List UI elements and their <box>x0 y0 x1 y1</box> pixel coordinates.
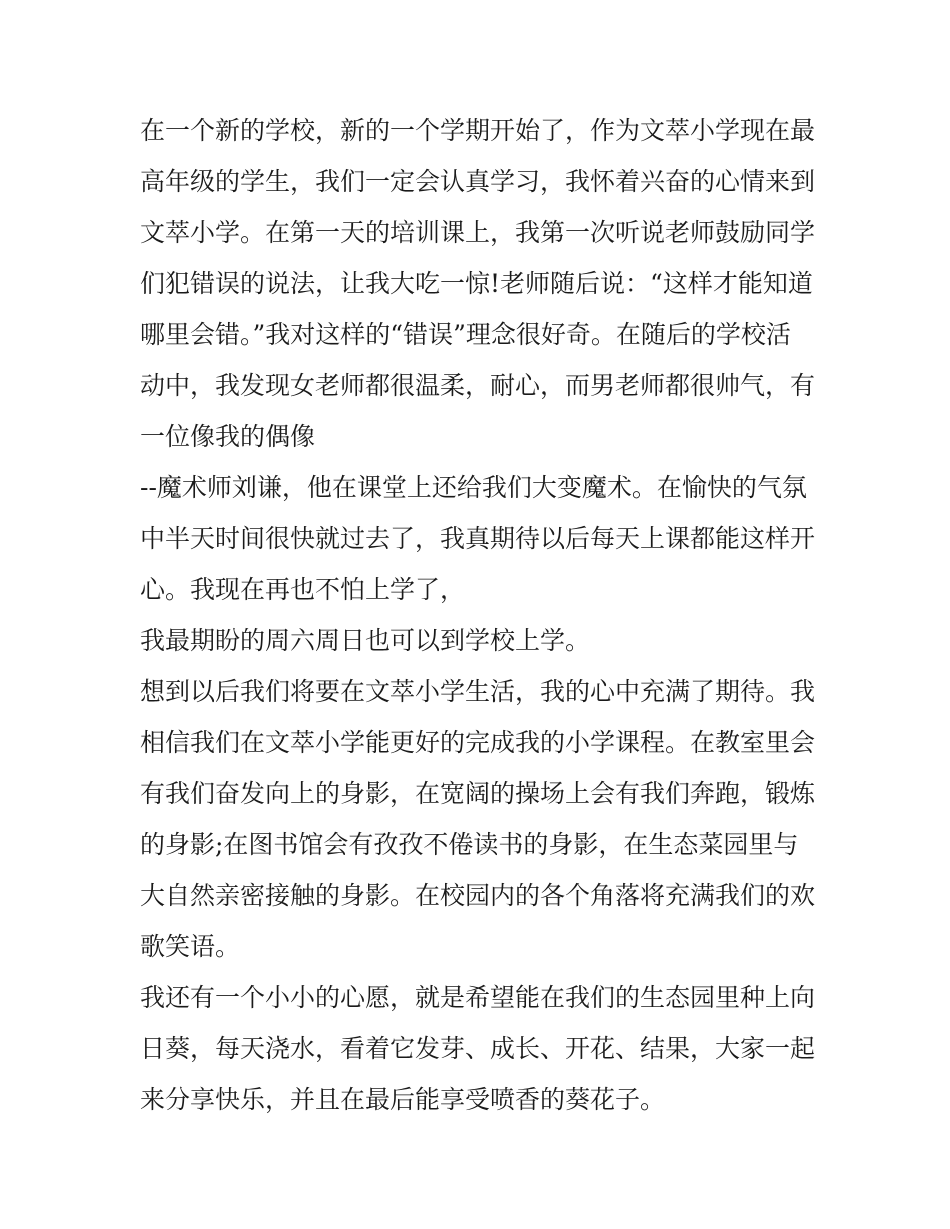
text-line: 心。我现在再也不怕上学了， <box>140 575 466 604</box>
text-line: 的身影;在图书馆会有孜孜不倦读书的身影，在生态菜园里与 <box>140 830 799 859</box>
text-line: 我最期盼的周六周日也可以到学校上学。 <box>140 626 591 655</box>
text-line: 相信我们在文萃小学能更好的完成我的小学课程。在教室里会 <box>140 728 816 757</box>
text-line: 歌笑语。 <box>140 932 241 961</box>
text-line: 动中，我发现女老师都很温柔，耐心，而男老师都很帅气，有 <box>140 371 816 400</box>
text-line: 中半天时间很快就过去了，我真期待以后每天上课都能这样开 <box>140 524 816 553</box>
text-line: 大自然亲密接触的身影。在校园内的各个角落将充满我们的欢 <box>140 881 816 910</box>
text-line: 来分享快乐，并且在最后能享受喷香的葵花子。 <box>140 1085 666 1114</box>
text-line: 哪里会错。”我对这样的“错误”理念很好奇。在随后的学校活 <box>140 320 791 349</box>
text-line: --魔术师刘谦，他在课堂上还给我们大变魔术。在愉快的气氛 <box>140 473 807 502</box>
text-line: 一位像我的偶像 <box>140 422 316 451</box>
text-line: 在一个新的学校，新的一个学期开始了，作为文萃小学现在最 <box>140 116 816 145</box>
essay-text <box>140 105 820 1125</box>
text-line: 文萃小学。在第一天的培训课上，我第一次听说老师鼓励同学 <box>140 218 816 247</box>
text-line: 高年级的学生，我们一定会认真学习，我怀着兴奋的心情来到 <box>140 167 816 196</box>
text-line: 有我们奋发向上的身影，在宽阔的操场上会有我们奔跑，锻炼 <box>140 779 816 808</box>
text-line: 我还有一个小小的心愿，就是希望能在我们的生态园里种上向 <box>140 983 816 1012</box>
text-line: 日葵，每天浇水，看着它发芽、成长、开花、结果，大家一起 <box>140 1034 816 1063</box>
text-line: 们犯错误的说法，让我大吃一惊!老师随后说：“这样才能知道 <box>140 269 813 298</box>
text-line: 想到以后我们将要在文萃小学生活，我的心中充满了期待。我 <box>140 677 816 706</box>
